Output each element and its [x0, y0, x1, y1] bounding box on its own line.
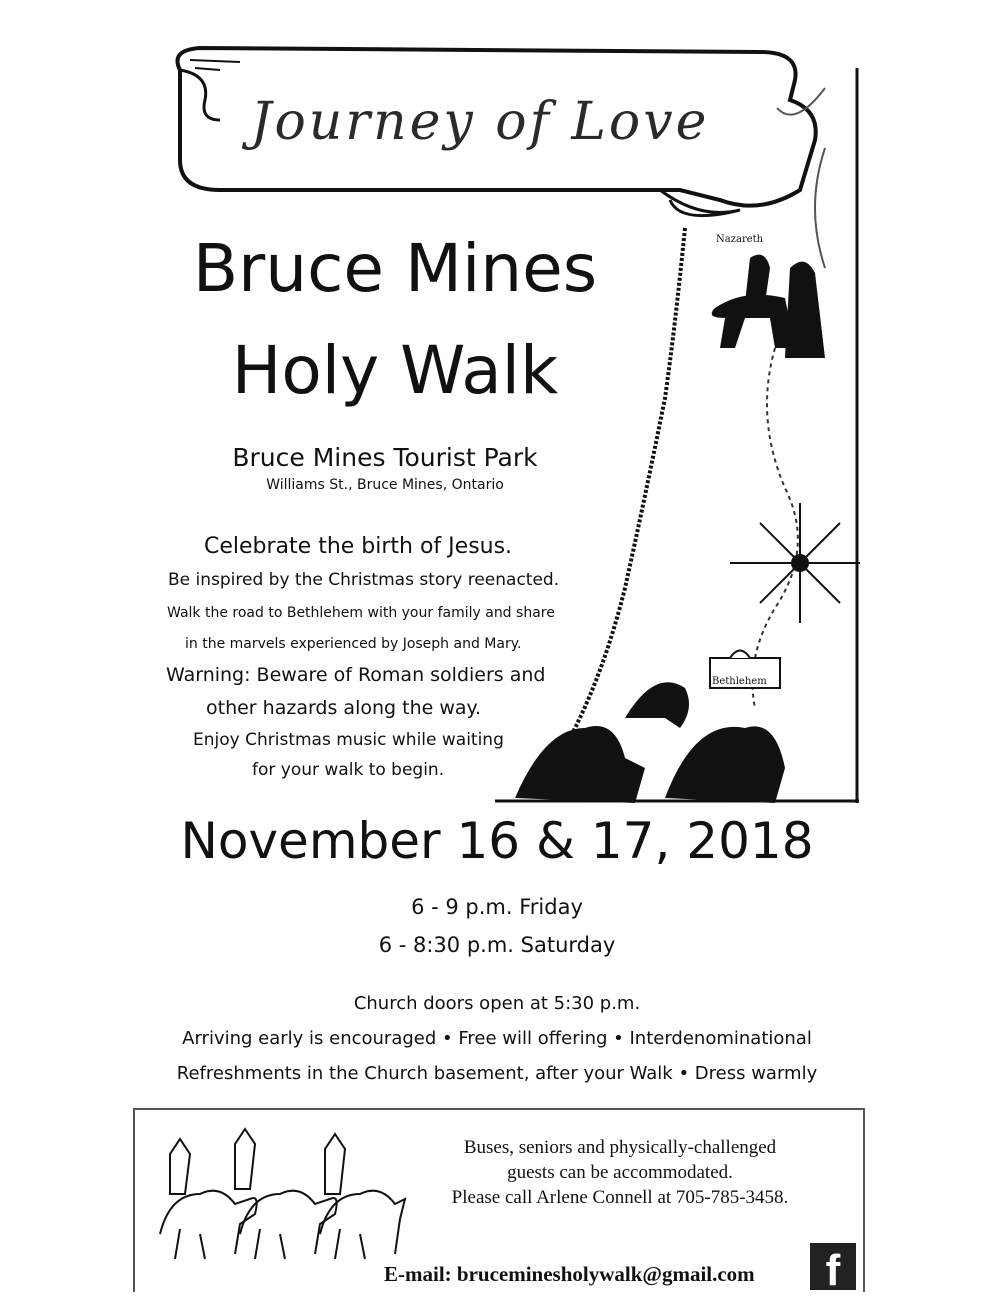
venue-name: Bruce Mines Tourist Park — [232, 443, 538, 472]
wise-men-camels-icon — [515, 682, 785, 803]
map-illustration — [495, 68, 860, 803]
description-line: other hazards along the way. — [206, 697, 482, 719]
description-line: Walk the road to Bethlehem with your family and share — [167, 605, 555, 621]
description-line: in the marvels experienced by Joseph and Mary. — [185, 636, 522, 652]
description-line: Be inspired by the Christmas story reenacted. — [168, 570, 560, 590]
footer-line: Buses, seniors and physically-challenged — [463, 1137, 777, 1158]
description-line: for your walk to begin. — [252, 760, 445, 780]
footer-phone-line: Please call Arlene Connell at 705-785-3458. — [451, 1187, 789, 1208]
description-line: Warning: Beware of Roman soldiers and — [166, 664, 546, 686]
star-icon — [730, 503, 860, 623]
info-line: Arriving early is encouraged • Free will offering • Interdenominational — [182, 1028, 812, 1049]
event-date: November 16 & 17, 2018 — [180, 812, 814, 870]
time-friday: 6 - 9 p.m. Friday — [411, 895, 583, 919]
info-line: Church doors open at 5:30 p.m. — [353, 993, 641, 1014]
footer-line: guests can be accommodated. — [507, 1162, 733, 1183]
description-line: Enjoy Christmas music while waiting — [193, 730, 504, 750]
page-title-line2: Holy Walk — [231, 332, 559, 409]
donkey-travelers-icon — [712, 255, 825, 358]
banner-title: Journey of Love — [250, 92, 710, 152]
venue-address: Williams St., Bruce Mines, Ontario — [266, 477, 504, 493]
map-label-bethlehem: Bethlehem — [712, 676, 767, 687]
page-title-line1: Bruce Mines — [192, 230, 598, 307]
map-label-nazareth: Nazareth — [716, 234, 764, 245]
time-saturday: 6 - 8:30 p.m. Saturday — [378, 933, 616, 957]
description-line: Celebrate the birth of Jesus. — [204, 534, 513, 559]
three-kings-icon — [140, 1124, 410, 1264]
info-line: Refreshments in the Church basement, after your Walk • Dress warmly — [176, 1063, 818, 1084]
contact-email[interactable]: E-mail: bruceminesholywalk@gmail.com — [384, 1262, 755, 1286]
facebook-icon[interactable]: f — [810, 1243, 856, 1290]
